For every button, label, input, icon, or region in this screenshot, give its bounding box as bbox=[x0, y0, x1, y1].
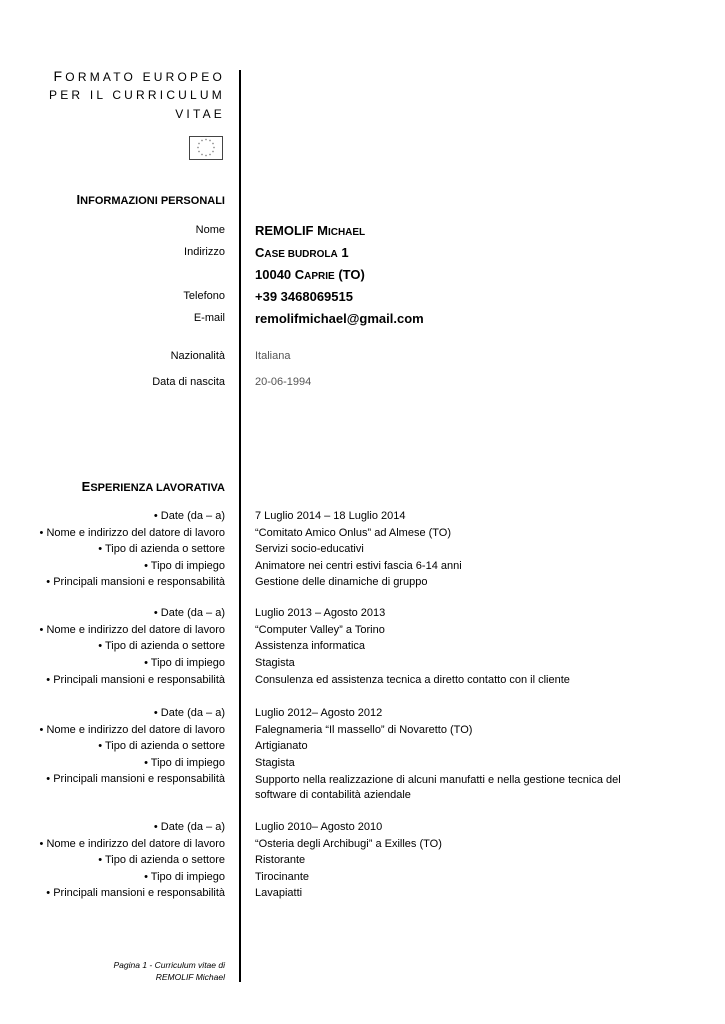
label-employer: • Nome e indirizzo del datore di lavoro bbox=[39, 527, 225, 539]
entry-job: Stagista bbox=[255, 657, 295, 669]
svg-text:*: * bbox=[205, 154, 207, 159]
label-sector: • Tipo di azienda o settore bbox=[98, 854, 225, 866]
entry-job: Stagista bbox=[255, 757, 295, 769]
label-duties: • Principali mansioni e responsabilità bbox=[46, 773, 225, 785]
value-nazionalita: Italiana bbox=[255, 350, 291, 362]
address-part: ASE BUDROLA bbox=[264, 249, 338, 260]
value-nome bbox=[255, 223, 365, 238]
entry-sector: Ristorante bbox=[255, 854, 306, 866]
eu-flag-icon bbox=[189, 136, 223, 160]
section-title: NFORMAZIONI PERSONALI bbox=[80, 195, 225, 207]
svg-text:*: * bbox=[201, 139, 203, 144]
surname: REMOLIF M bbox=[255, 223, 328, 238]
entry-job: Tirocinante bbox=[255, 871, 310, 883]
entry-duties: Consulenza ed assistenza tecnica a diretto contatto con il cliente bbox=[255, 674, 570, 686]
label-data-nascita: Data di nascita bbox=[152, 376, 225, 388]
label-employer: • Nome e indirizzo del datore di lavoro bbox=[39, 838, 225, 850]
value-data-nascita: 20-06-1994 bbox=[255, 376, 312, 388]
cv-title bbox=[54, 68, 225, 84]
svg-text:*: * bbox=[212, 150, 214, 155]
entry-duties: Supporto nella realizzazione di alcuni manufatti e nella gestione tecnica del software di contabilità aziendale bbox=[255, 774, 621, 801]
label-sector: • Tipo di azienda o settore bbox=[98, 543, 225, 555]
entry-sector: Servizi socio-educativi bbox=[255, 543, 364, 555]
svg-text:*: * bbox=[198, 150, 200, 155]
section-initial: I bbox=[76, 192, 81, 207]
address-part: APRIE bbox=[304, 271, 335, 282]
value-indirizzo-2 bbox=[255, 267, 365, 282]
label-employer: • Nome e indirizzo del datore di lavoro bbox=[39, 724, 225, 736]
entry-sector: Assistenza informatica bbox=[255, 640, 366, 652]
section-personal-info bbox=[77, 192, 225, 207]
label-duties: • Principali mansioni e responsabilità bbox=[46, 887, 225, 899]
address-part: 10040 C bbox=[255, 267, 305, 282]
entry-sector: Artigianato bbox=[255, 740, 308, 752]
entry-employer: “Comitato Amico Onlus” ad Almese (TO) bbox=[255, 527, 452, 539]
label-telefono: Telefono bbox=[183, 290, 225, 302]
label-nome: Nome bbox=[195, 224, 225, 236]
label-job: • Tipo di impiego bbox=[144, 871, 225, 883]
label-job: • Tipo di impiego bbox=[144, 757, 225, 769]
entry-employer: Falegnameria “Il massello” di Novaretto (TO) bbox=[255, 724, 473, 736]
footer-line-2: REMOLIF Michael bbox=[155, 972, 225, 982]
entry-employer: “Osteria degli Archibugi” a Exilles (TO) bbox=[255, 838, 442, 850]
label-employer: • Nome e indirizzo del datore di lavoro bbox=[39, 624, 225, 636]
svg-text:*: * bbox=[209, 153, 211, 158]
page-footer bbox=[114, 959, 226, 983]
cv-title-line-3: VITAE bbox=[175, 107, 225, 121]
label-date: • Date (da – a) bbox=[153, 510, 225, 522]
label-email: E-mail bbox=[193, 312, 225, 324]
label-nazionalita: Nazionalità bbox=[170, 350, 225, 362]
footer-line-1: Pagina 1 - Curriculum vitae di bbox=[113, 960, 225, 970]
entry-date: Luglio 2012– Agosto 2012 bbox=[255, 707, 383, 719]
entry-job: Animatore nei centri estivi fascia 6-14 anni bbox=[255, 560, 462, 572]
svg-text:*: * bbox=[209, 139, 211, 144]
entry-date: 7 Luglio 2014 – 18 Luglio 2014 bbox=[255, 510, 406, 522]
label-duties: • Principali mansioni e responsabilità bbox=[46, 576, 225, 588]
section-title: SPERIENZA LAVORATIVA bbox=[90, 482, 225, 494]
section-initial: E bbox=[81, 479, 91, 494]
svg-text:*: * bbox=[201, 153, 203, 158]
svg-text:*: * bbox=[212, 142, 214, 147]
first-name: ICHAEL bbox=[327, 227, 366, 238]
svg-text:*: * bbox=[197, 146, 199, 151]
vertical-divider bbox=[239, 70, 241, 982]
label-date: • Date (da – a) bbox=[153, 607, 225, 619]
title-line-1: ORMATO EUROPEO bbox=[65, 70, 225, 84]
svg-text:*: * bbox=[213, 146, 215, 151]
value-telefono: +39 3468069515 bbox=[255, 289, 353, 304]
address-part: (TO) bbox=[334, 267, 365, 282]
value-email: remolifmichael@gmail.com bbox=[255, 311, 424, 326]
label-date: • Date (da – a) bbox=[153, 821, 225, 833]
label-job: • Tipo di impiego bbox=[144, 560, 225, 572]
address-part: 1 bbox=[337, 245, 349, 260]
entry-employer: “Computer Valley” a Torino bbox=[255, 624, 385, 636]
label-duties: • Principali mansioni e responsabilità bbox=[46, 674, 225, 686]
section-work-experience bbox=[82, 479, 225, 494]
entry-duties: Lavapiatti bbox=[255, 887, 303, 899]
value-indirizzo-1 bbox=[255, 245, 349, 260]
svg-text:*: * bbox=[205, 138, 207, 143]
label-indirizzo: Indirizzo bbox=[184, 246, 225, 258]
entry-date: Luglio 2013 – Agosto 2013 bbox=[255, 607, 386, 619]
address-part: C bbox=[255, 245, 265, 260]
label-date: • Date (da – a) bbox=[153, 707, 225, 719]
label-job: • Tipo di impiego bbox=[144, 657, 225, 669]
cv-title-line-2: PER IL CURRICULUM bbox=[49, 88, 225, 102]
title-initial: F bbox=[53, 68, 66, 84]
entry-duties: Gestione delle dinamiche di gruppo bbox=[255, 576, 428, 588]
entry-date: Luglio 2010– Agosto 2010 bbox=[255, 821, 383, 833]
label-sector: • Tipo di azienda o settore bbox=[98, 640, 225, 652]
svg-text:*: * bbox=[198, 142, 200, 147]
label-sector: • Tipo di azienda o settore bbox=[98, 740, 225, 752]
